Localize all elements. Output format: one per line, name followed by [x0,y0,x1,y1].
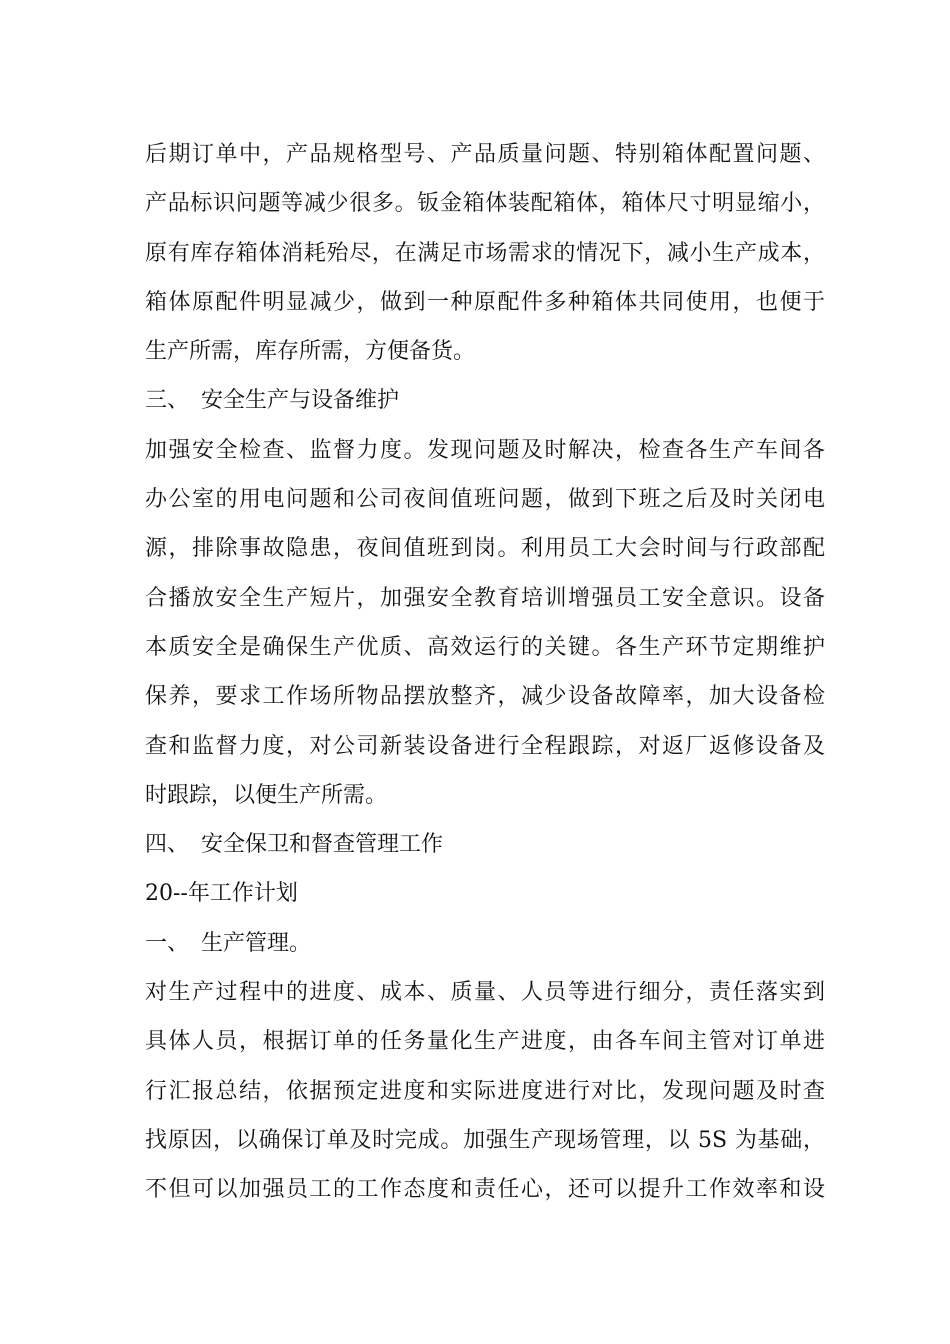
text-line: 生产所需，库存所需，方便备货。 [145,339,476,365]
text-line: 行汇报总结，依据预定进度和实际进度进行对比，发现问题及时查 [145,1078,825,1104]
text-line: 办公室的用电问题和公司夜间值班问题，做到下班之后及时关闭电 [145,487,825,513]
text-line: 产品标识问题等减少很多。钣金箱体装配箱体，箱体尺寸明显缩小， [145,191,825,217]
section-number: 三、 [145,388,190,414]
text-line: 查和监督力度，对公司新装设备进行全程跟踪，对返厂返修设备及 [145,733,825,759]
text-line: 保养，要求工作场所物品摆放整齐，减少设备故障率，加大设备检 [145,684,825,710]
text-line: 对生产过程中的进度、成本、质量、人员等进行细分，责任落实到 [145,980,825,1006]
text-line: 具体人员，根据订单的任务量化生产进度，由各车间主管对订单进 [145,1029,825,1055]
text-line: 箱体原配件明显减少，做到一种原配件多种箱体共同使用，也便于 [145,289,825,315]
text-line: 源，排除事故隐患，夜间值班到岗。利用员工大会时间与行政部配 [145,536,825,562]
section-title: 安全生产与设备维护 [201,388,400,414]
plan-title [145,869,825,918]
text-line: 原有库存箱体消耗殆尽，在满足市场需求的情况下，减小生产成本， [145,240,825,266]
section-title: 生产管理。 [201,930,312,956]
section-heading [145,919,825,968]
body-paragraph [145,968,825,1214]
section-number: 一、 [145,930,190,956]
text-line: 20--年工作计划 [145,881,298,907]
text-line: 合播放安全生产短片，加强安全教育培训增强员工安全意识。设备 [145,585,825,611]
body-paragraph [145,426,825,820]
section-title: 安全保卫和督查管理工作 [201,832,444,858]
text-line: 后期订单中，产品规格型号、产品质量问题、特别箱体配置问题、 [145,142,825,167]
section-number: 四、 [145,832,190,858]
section-heading [145,820,825,869]
document-body [145,130,825,1215]
text-line: 时跟踪，以便生产所需。 [145,782,388,808]
section-heading [145,376,825,425]
body-paragraph [145,130,825,376]
text-line: 加强安全检查、监督力度。发现问题及时解决，检查各生产车间各 [145,437,825,463]
text-line: 找原因，以确保订单及时完成。加强生产现场管理，以 5S 为基础， [145,1127,825,1153]
text-line: 不但可以加强员工的工作态度和责任心，还可以提升工作效率和设 [145,1177,825,1203]
text-line: 本质安全是确保生产优质、高效运行的关键。各生产环节定期维护 [145,634,825,660]
